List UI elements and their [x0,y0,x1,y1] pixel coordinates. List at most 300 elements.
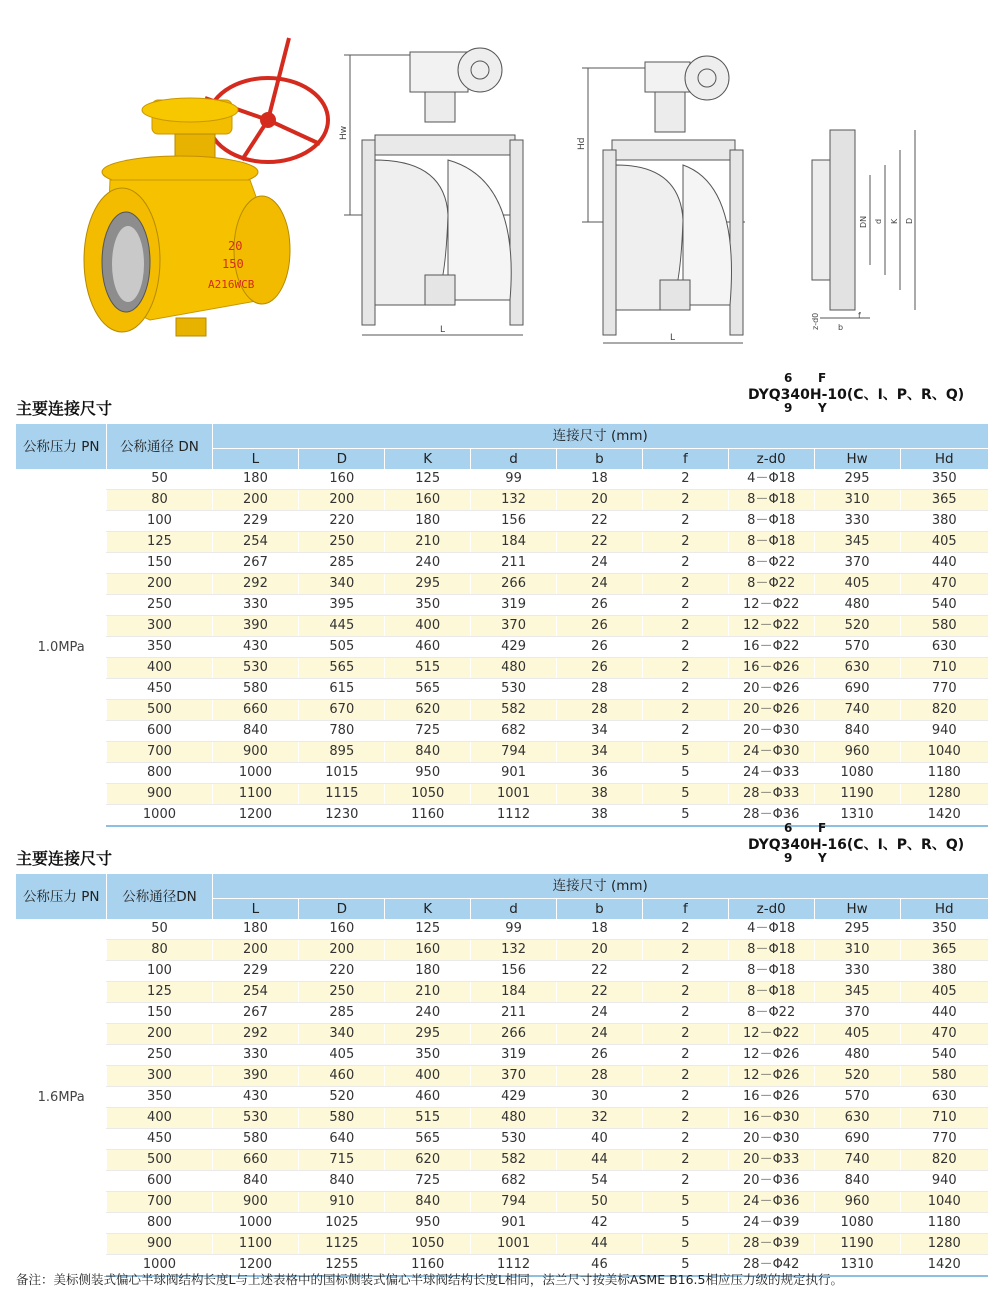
dn-cell: 100 [107,961,212,982]
table-cell: 460 [299,1066,385,1087]
table-cell: 630 [814,658,900,679]
section1-model: 6 9 F Y DYQ340H-10(C、I、P、R、Q) [748,371,965,415]
table-cell: 895 [299,742,385,763]
table-cell: 20－Φ33 [728,1150,814,1171]
table-cell: 1160 [385,1255,471,1277]
table-row [16,658,988,679]
table-cell: 770 [900,679,988,700]
dn-cell: 700 [107,742,212,763]
table-cell: 794 [471,742,557,763]
table-cell: 330 [814,961,900,982]
table-cell: 2 [642,700,728,721]
section2-title: 主要连接尺寸 [16,849,113,868]
table-cell: 350 [385,595,471,616]
table-cell: 2 [642,637,728,658]
section2-model: 6 9 F Y DYQ340H-16(C、I、P、R、Q) [748,821,965,865]
table-cell: 5 [642,805,728,827]
table-cell: 220 [299,511,385,532]
table-cell: 520 [814,1066,900,1087]
table-cell: 28 [557,679,643,700]
table-cell: 840 [814,1171,900,1192]
table-cell: 2 [642,490,728,511]
table-cell: 565 [385,679,471,700]
dn-cell: 150 [107,553,212,574]
table-cell: 99 [471,469,557,490]
table-cell: 582 [471,1150,557,1171]
table-cell: 132 [471,940,557,961]
table-cell: 160 [299,469,385,490]
table-cell: 22 [557,511,643,532]
table-cell: 950 [385,763,471,784]
table-cell: 5 [642,1213,728,1234]
table-cell: 340 [299,574,385,595]
table-cell: 16－Φ26 [728,658,814,679]
table-cell: 1280 [900,784,988,805]
table-row [16,1213,988,1234]
table-cell: 820 [900,700,988,721]
table-cell: 1280 [900,1234,988,1255]
table-cell: 295 [385,1024,471,1045]
dn-cell: 100 [107,511,212,532]
table-cell: 670 [299,700,385,721]
dn-cell: 400 [107,658,212,679]
table-cell: 16－Φ30 [728,1108,814,1129]
table-cell: 34 [557,742,643,763]
flange-label-b: b [838,323,844,332]
table-cell: 240 [385,553,471,574]
table-cell: 505 [299,637,385,658]
dn-cell: 125 [107,532,212,553]
table-cell: 350 [900,919,988,940]
table-row [16,595,988,616]
table-row [16,1003,988,1024]
l-label-2: L [670,333,676,343]
table-cell: 26 [557,637,643,658]
table-cell: 2 [642,595,728,616]
table-cell: 2 [642,919,728,940]
table-cell: 24－Φ30 [728,742,814,763]
dn-cell: 125 [107,982,212,1003]
table-cell: 1230 [299,805,385,827]
table-cell: 682 [471,1171,557,1192]
table-cell: 460 [385,637,471,658]
body-mark-3: A216WCB [208,278,255,291]
table-cell: 38 [557,784,643,805]
table-cell: 1100 [212,784,299,805]
table-cell: 345 [814,982,900,1003]
table-cell: 660 [212,1150,299,1171]
hd-label: Hd [577,137,587,150]
table-cell: 319 [471,1045,557,1066]
table-cell: 1420 [900,1255,988,1277]
table-cell: 515 [385,658,471,679]
table-cell: 12－Φ22 [728,616,814,637]
table-cell: 46 [557,1255,643,1277]
dn-cell: 450 [107,1129,212,1150]
table-cell: 1160 [385,805,471,827]
dn-cell: 400 [107,1108,212,1129]
table-cell: 2 [642,1108,728,1129]
table-cell: 295 [814,919,900,940]
table-cell: 950 [385,1213,471,1234]
table-cell: 1190 [814,1234,900,1255]
table-cell: 200 [299,490,385,511]
table-cell: 8－Φ22 [728,574,814,595]
table-cell: 250 [299,982,385,1003]
table-cell: 5 [642,1192,728,1213]
table-cell: 24 [557,1024,643,1045]
table-cell: 480 [814,1045,900,1066]
table-cell: 180 [212,919,299,940]
table-cell: 370 [471,1066,557,1087]
dn-cell: 350 [107,1087,212,1108]
table-cell: 54 [557,1171,643,1192]
table-cell: 20 [557,490,643,511]
table-cell: 40 [557,1129,643,1150]
table-cell: 2 [642,1171,728,1192]
table-cell: 26 [557,616,643,637]
table-cell: 28－Φ39 [728,1234,814,1255]
table-cell: 24－Φ36 [728,1192,814,1213]
table-row [16,532,988,553]
table-cell: 2 [642,574,728,595]
table-cell: 405 [814,1024,900,1045]
table-cell: 770 [900,1129,988,1150]
table-cell: 44 [557,1234,643,1255]
table-cell: 210 [385,532,471,553]
body-mark-2: 150 [222,257,244,271]
table-cell: 5 [642,784,728,805]
flange-label-k: K [890,218,899,224]
table-cell: 1112 [471,805,557,827]
table-cell: 580 [900,616,988,637]
table-cell: 5 [642,763,728,784]
table-cell: 292 [212,1024,299,1045]
table-cell: 180 [212,469,299,490]
table-cell: 4－Φ18 [728,469,814,490]
dn-cell: 900 [107,784,212,805]
table-row [16,574,988,595]
table-row [16,511,988,532]
table-cell: 725 [385,1171,471,1192]
table-cell: 24 [557,1003,643,1024]
table-cell: 184 [471,532,557,553]
pn-value: 1.0MPa [16,469,107,826]
header-dn: 公称通径 DN [107,424,212,469]
table-cell: 12－Φ22 [728,595,814,616]
table-cell: 26 [557,595,643,616]
table-cell: 24－Φ39 [728,1213,814,1234]
table-cell: 28 [557,700,643,721]
table-cell: 710 [900,1108,988,1129]
table-cell: 1000 [212,763,299,784]
table-cell: 2 [642,1066,728,1087]
dn-cell: 150 [107,1003,212,1024]
table-cell: 530 [212,658,299,679]
flange-label-d: d [874,218,883,224]
table-cell: 160 [385,490,471,511]
table-cell: 8－Φ18 [728,490,814,511]
table-cell: 940 [900,1171,988,1192]
table-cell: 1255 [299,1255,385,1277]
table-row [16,637,988,658]
table-cell: 820 [900,1150,988,1171]
dn-cell: 50 [107,919,212,940]
dn-cell: 600 [107,721,212,742]
table-cell: 620 [385,1150,471,1171]
table-cell: 20 [557,940,643,961]
table-cell: 1050 [385,784,471,805]
table-cell: 211 [471,1003,557,1024]
table-cell: 1001 [471,1234,557,1255]
table-cell: 28－Φ42 [728,1255,814,1277]
table-cell: 345 [814,532,900,553]
table-cell: 690 [814,1129,900,1150]
flange-label-dn: DN [859,215,868,228]
table-cell: 30 [557,1087,643,1108]
table-row [16,982,988,1003]
table-cell: 740 [814,1150,900,1171]
table-cell: 2 [642,1150,728,1171]
table-cell: 28 [557,1066,643,1087]
table-cell: 901 [471,763,557,784]
table-cell: 2 [642,679,728,700]
table-cell: 1080 [814,763,900,784]
table-cell: 2 [642,1087,728,1108]
table-cell: 2 [642,1003,728,1024]
table-cell: 34 [557,721,643,742]
table-cell: 2 [642,658,728,679]
table-cell: 266 [471,1024,557,1045]
table-cell: 365 [900,940,988,961]
dn-cell: 450 [107,679,212,700]
table-cell: 18 [557,469,643,490]
table-cell: 780 [299,721,385,742]
dn-cell: 300 [107,616,212,637]
table-cell: 440 [900,553,988,574]
table-cell: 480 [471,658,557,679]
dn-cell: 1000 [107,1255,212,1277]
table-cell: 8－Φ22 [728,553,814,574]
table-cell: 36 [557,763,643,784]
spec-table-2 [16,874,988,1277]
table-row [16,742,988,763]
table-cell: 285 [299,1003,385,1024]
table-cell: 570 [814,1087,900,1108]
table-cell: 4－Φ18 [728,919,814,940]
table-row [16,919,988,940]
table-cell: 32 [557,1108,643,1129]
table-cell: 254 [212,532,299,553]
table-cell: 184 [471,982,557,1003]
table-cell: 8－Φ18 [728,532,814,553]
table-cell: 156 [471,961,557,982]
hw-label: Hw [339,125,349,140]
table-cell: 960 [814,1192,900,1213]
table-cell: 330 [212,1045,299,1066]
header-dn: 公称通径DN [107,874,212,919]
table-cell: 1200 [212,1255,299,1277]
table-cell: 8－Φ18 [728,982,814,1003]
table-cell: 365 [900,490,988,511]
table-cell: 715 [299,1150,385,1171]
table-cell: 470 [900,574,988,595]
table-cell: 220 [299,961,385,982]
table-cell: 229 [212,511,299,532]
table-cell: 710 [900,658,988,679]
table-cell: 8－Φ18 [728,940,814,961]
table-cell: 390 [212,1066,299,1087]
pn-value: 1.6MPa [16,919,107,1276]
table-row [16,1192,988,1213]
table-cell: 615 [299,679,385,700]
flange-label-zd0: z-d0 [811,312,820,330]
valve-photo [84,38,328,336]
table-cell: 2 [642,961,728,982]
table-cell: 794 [471,1192,557,1213]
table-cell: 12－Φ26 [728,1045,814,1066]
table-cell: 295 [814,469,900,490]
table-cell: 840 [385,742,471,763]
dn-cell: 600 [107,1171,212,1192]
table-cell: 330 [212,595,299,616]
table-cell: 20－Φ30 [728,721,814,742]
table-row [16,1045,988,1066]
table-cell: 310 [814,940,900,961]
table-cell: 125 [385,919,471,940]
table-cell: 900 [212,742,299,763]
table-cell: 390 [212,616,299,637]
table-row [16,616,988,637]
table-cell: 445 [299,616,385,637]
dn-cell: 700 [107,1192,212,1213]
table-row [16,1024,988,1045]
table-cell: 2 [642,553,728,574]
table-cell: 132 [471,490,557,511]
table-cell: 1050 [385,1234,471,1255]
table-cell: 2 [642,511,728,532]
table-cell: 480 [814,595,900,616]
table-cell: 900 [212,1192,299,1213]
table-cell: 470 [900,1024,988,1045]
table-cell: 370 [471,616,557,637]
table-cell: 350 [900,469,988,490]
table-cell: 840 [385,1192,471,1213]
table-cell: 1040 [900,742,988,763]
table-cell: 310 [814,490,900,511]
table-cell: 580 [900,1066,988,1087]
table-cell: 1200 [212,805,299,827]
table-cell: 20－Φ36 [728,1171,814,1192]
table-cell: 254 [212,982,299,1003]
table-row [16,1066,988,1087]
table-cell: 266 [471,574,557,595]
table-cell: 682 [471,721,557,742]
table-cell: 319 [471,595,557,616]
table-cell: 520 [814,616,900,637]
table-cell: 380 [900,961,988,982]
table-cell: 660 [212,700,299,721]
table-cell: 160 [299,919,385,940]
footnote: 备注：美标侧装式偏心半球阀结构长度L与上述表格中的国标侧装式偏心半球阀结构长度L相同，法兰尺寸按美标ASME B16.5相应压力级的规定执行。 [16,1272,843,1287]
spec-table-1 [16,424,988,827]
l-label-1: L [440,325,446,335]
table-cell: 5 [642,1255,728,1277]
table-cell: 28－Φ33 [728,784,814,805]
dn-cell: 50 [107,469,212,490]
table-cell: 12－Φ26 [728,1066,814,1087]
table-cell: 8－Φ18 [728,511,814,532]
table-cell: 5 [642,1234,728,1255]
table-row [16,490,988,511]
table-cell: 395 [299,595,385,616]
table-cell: 1180 [900,1213,988,1234]
table-cell: 156 [471,511,557,532]
table-cell: 840 [814,721,900,742]
table-cell: 1125 [299,1234,385,1255]
table-cell: 12－Φ22 [728,1024,814,1045]
table-cell: 530 [471,679,557,700]
table-cell: 520 [299,1087,385,1108]
table-row [16,961,988,982]
table-cell: 267 [212,1003,299,1024]
table-cell: 5 [642,742,728,763]
table-cell: 429 [471,637,557,658]
table-cell: 16－Φ22 [728,637,814,658]
table-cell: 540 [900,1045,988,1066]
table-cell: 330 [814,511,900,532]
table-cell: 26 [557,1045,643,1066]
body-mark-1: 20 [228,239,243,253]
table-cell: 530 [471,1129,557,1150]
table-cell: 240 [385,1003,471,1024]
table-cell: 1190 [814,784,900,805]
table-cell: 400 [385,1066,471,1087]
table-cell: 38 [557,805,643,827]
table-cell: 1015 [299,763,385,784]
table-cell: 1310 [814,1255,900,1277]
dn-cell: 200 [107,574,212,595]
table-cell: 570 [814,637,900,658]
dn-cell: 800 [107,763,212,784]
dn-cell: 500 [107,1150,212,1171]
table-cell: 200 [212,490,299,511]
dn-cell: 800 [107,1213,212,1234]
table-cell: 690 [814,679,900,700]
table-row [16,763,988,784]
table-cell: 125 [385,469,471,490]
table-cell: 1000 [212,1213,299,1234]
section-drawing-hd [577,56,745,343]
table-cell: 620 [385,700,471,721]
table-cell: 630 [900,1087,988,1108]
dn-cell: 250 [107,1045,212,1066]
dn-cell: 900 [107,1234,212,1255]
table-cell: 26 [557,658,643,679]
table-row [16,1234,988,1255]
table-cell: 44 [557,1150,643,1171]
table-cell: 1180 [900,763,988,784]
table-cell: 640 [299,1129,385,1150]
table-cell: 211 [471,553,557,574]
table-cell: 630 [814,1108,900,1129]
table-cell: 200 [212,940,299,961]
dn-cell: 200 [107,1024,212,1045]
table-cell: 840 [212,1171,299,1192]
table-cell: 18 [557,919,643,940]
table-cell: 1040 [900,1192,988,1213]
table-cell: 630 [900,637,988,658]
